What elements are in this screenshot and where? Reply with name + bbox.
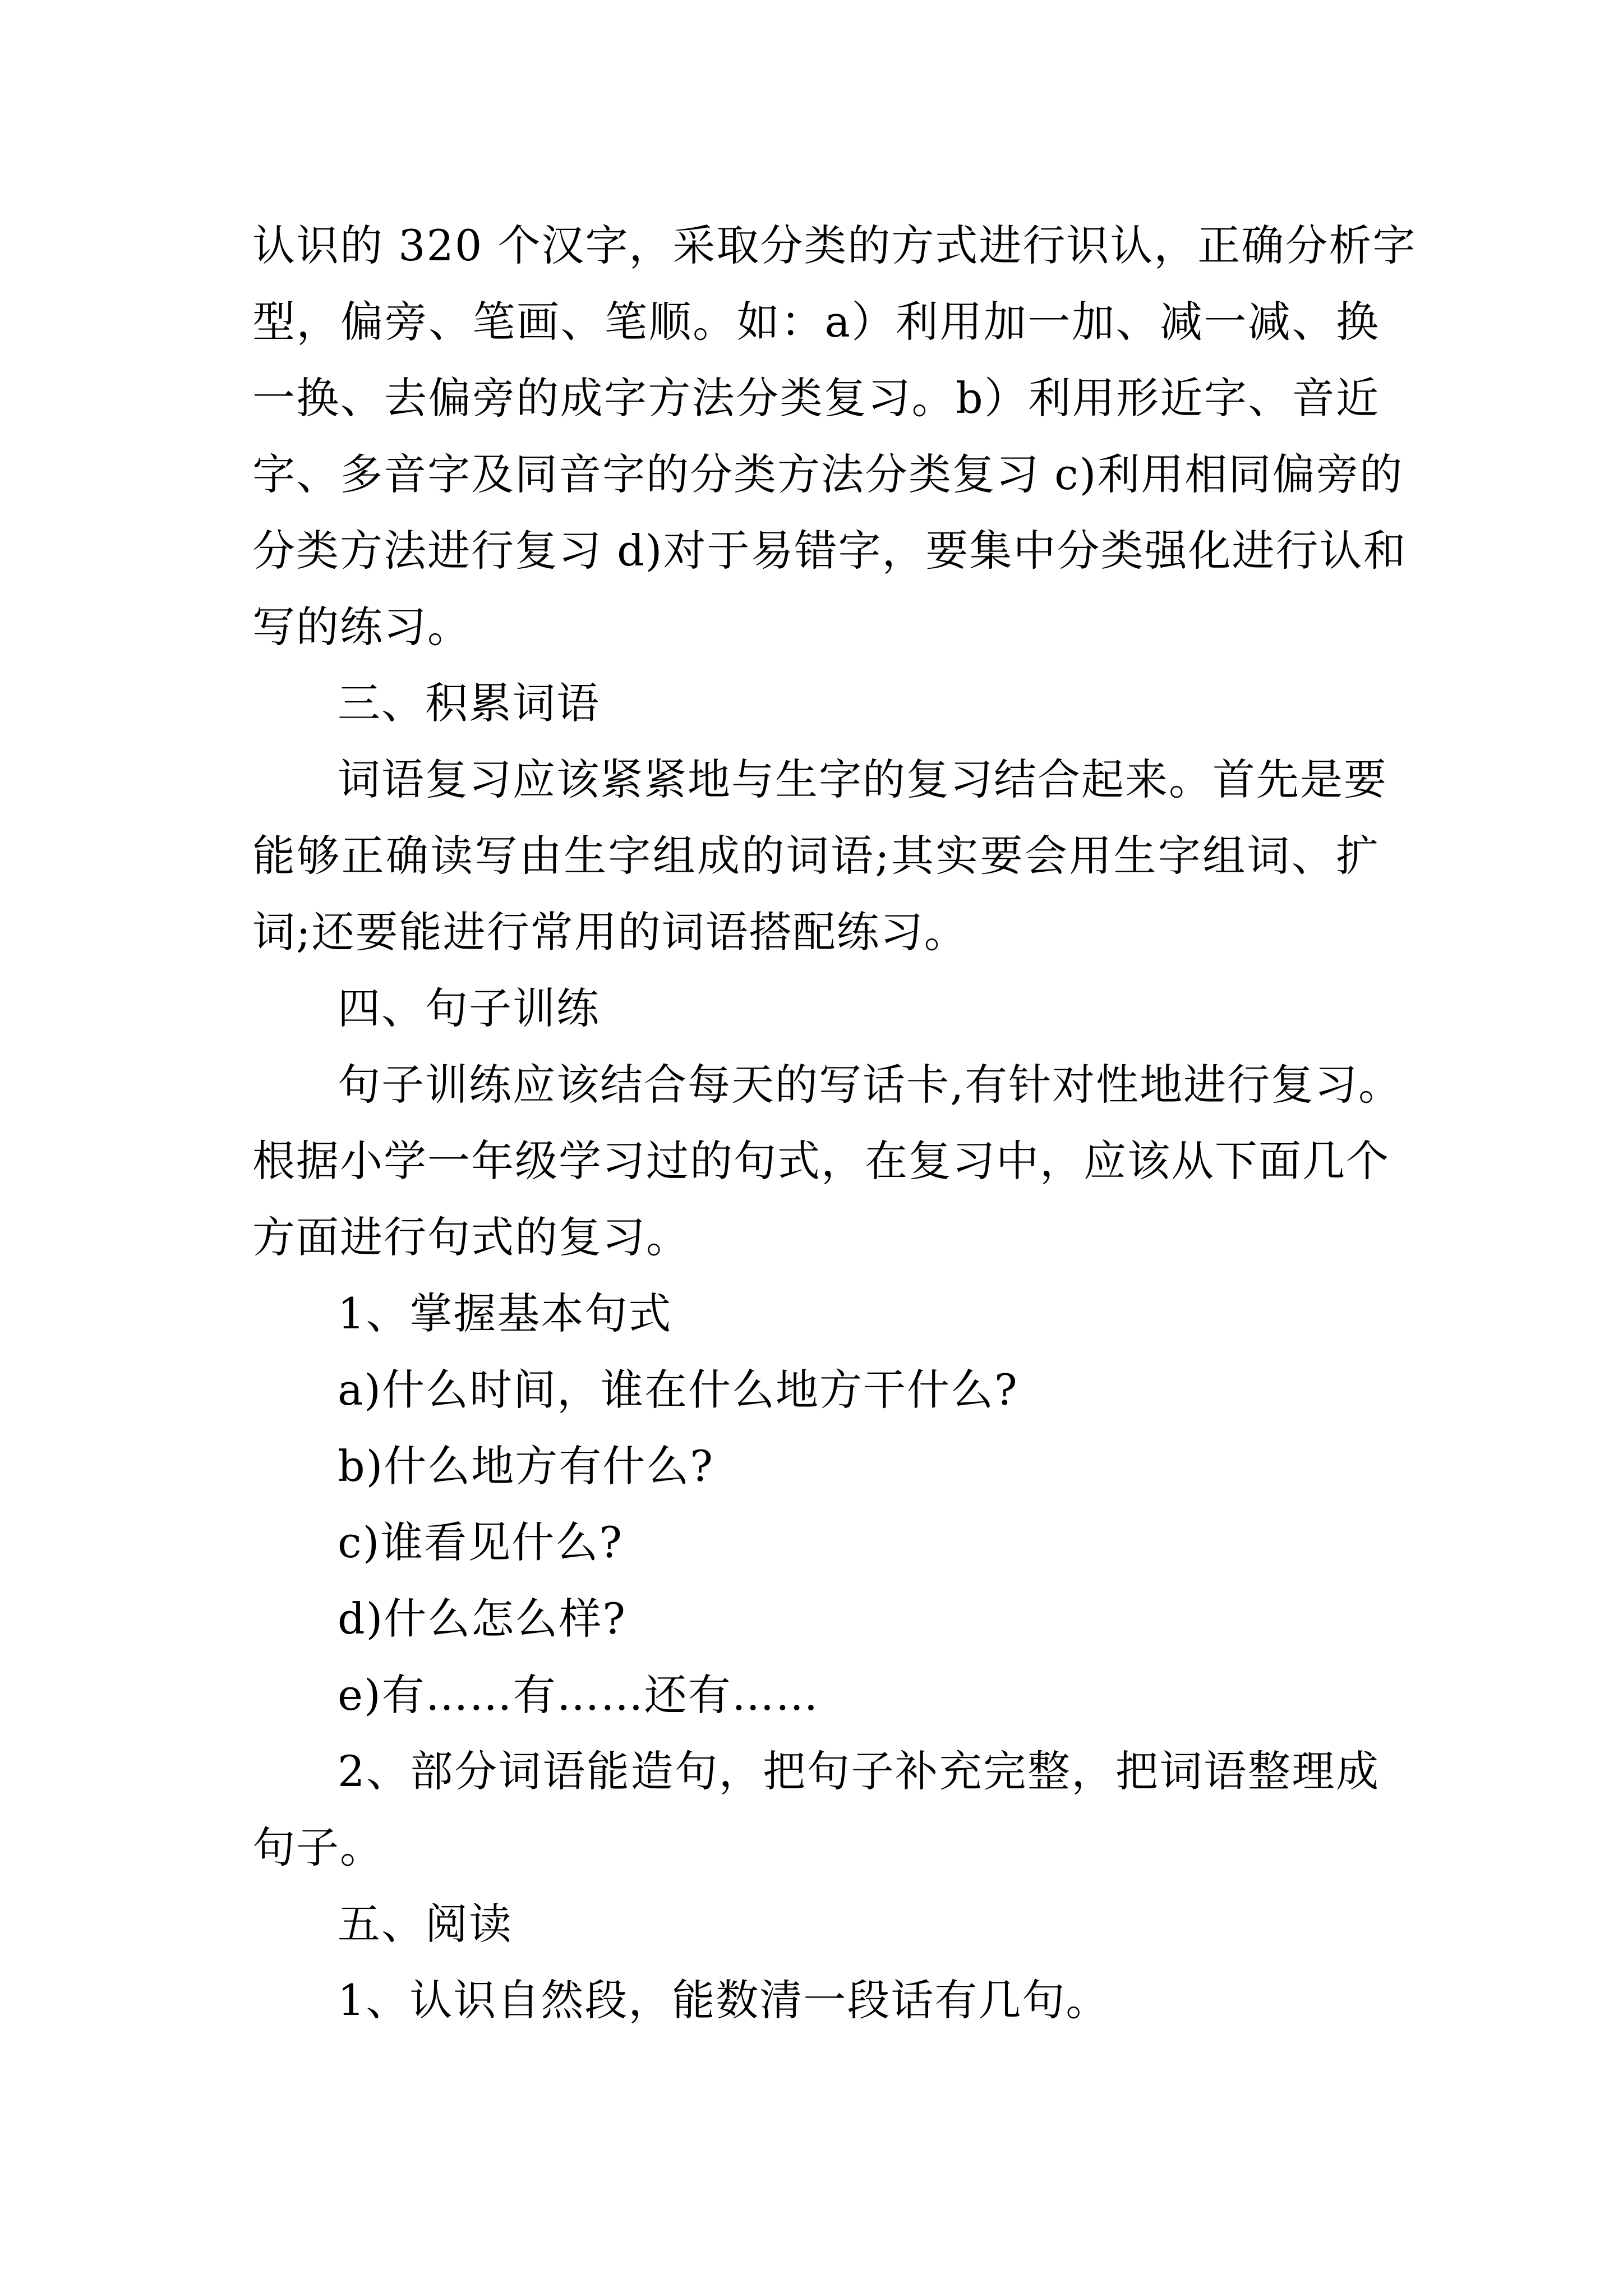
heading-text: 三、积累词语 [338, 678, 600, 728]
list-item-text: b)什么地方有什么? [338, 1441, 714, 1491]
heading-text: 四、句子训练 [338, 983, 600, 1033]
list-item-text: d)什么怎么样? [338, 1594, 627, 1644]
pattern-item-b [252, 1428, 1380, 1504]
subheading-basic-patterns [252, 1276, 1380, 1352]
text-line: 认识的 320 个汉字，采取分类的方式进行识认，正确分析字 [252, 220, 1417, 270]
reading-item-1 [252, 1962, 1380, 2039]
text-line: 词;还要能进行常用的词语搭配练习。 [252, 907, 968, 957]
intro-paragraph [252, 208, 1417, 665]
text-line: 方面进行句式的复习。 [252, 1212, 690, 1262]
section-heading-reading [252, 1886, 1380, 1962]
pattern-item-e [252, 1657, 1380, 1733]
list-item-text: a)什么时间，谁在什么地方干什么? [338, 1365, 1018, 1415]
list-item-text: 1、认识自然段，能数清一段话有几句。 [338, 1975, 1110, 2025]
text-line: 写的练习。 [252, 602, 471, 652]
text-line: 一换、去偏旁的成字方法分类复习。b）利用形近字、音近 [252, 373, 1380, 423]
text-line: 根据小学一年级学习过的句式，在复习中，应该从下面几个 [252, 1136, 1390, 1186]
text-line: 词语复习应该紧紧地与生字的复习结合起来。首先是要 [338, 754, 1387, 804]
section-heading-vocabulary [252, 665, 1380, 742]
sentences-paragraph [252, 1047, 1403, 1276]
list-item-text: e)有……有……还有…… [338, 1670, 819, 1720]
document-page [252, 208, 1417, 2039]
heading-text: 五、阅读 [338, 1899, 513, 1949]
text-line: 句子训练应该结合每天的写话卡,有针对性地进行复习。 [338, 1060, 1403, 1110]
text-line: 2、部分词语能造句，把句子补充完整，把词语整理成 [338, 1746, 1380, 1796]
section-heading-sentences [252, 970, 1380, 1047]
pattern-item-a [252, 1352, 1380, 1428]
list-item-text: c)谁看见什么? [338, 1517, 623, 1567]
pattern-item-d [252, 1581, 1380, 1657]
heading-text: 1、掌握基本句式 [338, 1289, 672, 1338]
text-line: 分类方法进行复习 d)对于易错字，要集中分类强化进行认和 [252, 526, 1407, 576]
sentence-making-paragraph [252, 1733, 1380, 1886]
text-line: 字、多音字及同音字的分类方法分类复习 c)利用相同偏旁的 [252, 449, 1404, 499]
vocabulary-paragraph [252, 742, 1387, 970]
pattern-item-c [252, 1504, 1380, 1581]
text-line: 能够正确读写由生字组成的词语;其实要会用生字组词、扩 [252, 831, 1380, 881]
text-line: 句子。 [252, 1823, 384, 1872]
text-line: 型，偏旁、笔画、笔顺。如：a）利用加一加、减一减、换 [252, 297, 1380, 347]
